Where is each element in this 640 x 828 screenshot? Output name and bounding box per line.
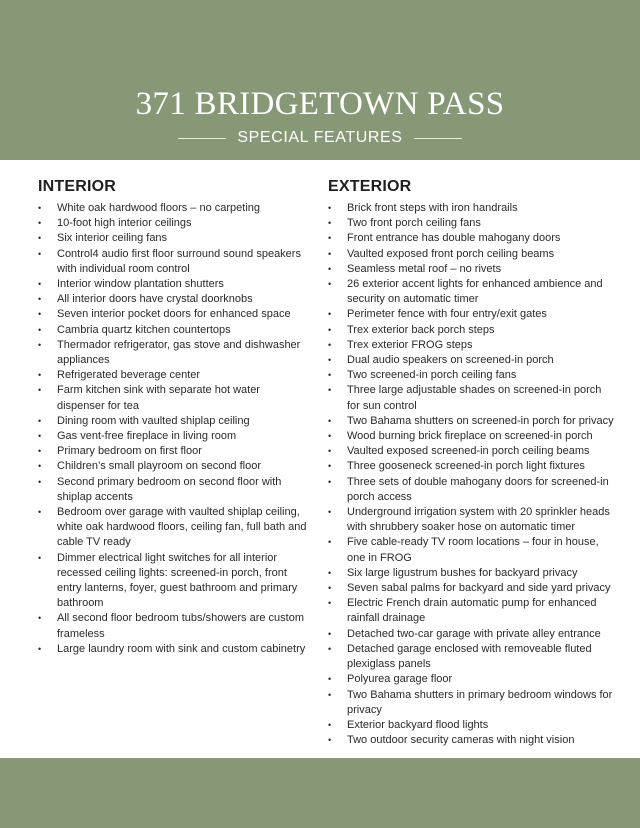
- subtitle-row: [0, 128, 640, 148]
- exterior-feature-item: • Five cable-ready TV room locations – four in house, one in FROG: [328, 535, 614, 565]
- interior-feature-list: [38, 201, 310, 657]
- footer-band: [0, 758, 640, 828]
- exterior-feature-item: • Detached garage enclosed with removeable fluted plexiglass panels: [328, 642, 614, 672]
- exterior-feature-item: • Electric French drain automatic pump for enhanced rainfall drainage: [328, 596, 614, 626]
- exterior-feature-item: • Wood burning brick fireplace on screened-in porch: [328, 429, 614, 444]
- exterior-feature-item: • Vaulted exposed screened-in porch ceiling beams: [328, 444, 614, 459]
- exterior-feature-item: • Two screened-in porch ceiling fans: [328, 368, 614, 383]
- exterior-feature-item: • Seamless metal roof – no rivets: [328, 262, 614, 277]
- interior-feature-item: • Control4 audio first floor surround sound speakers with individual room control: [38, 247, 310, 277]
- subtitle-right-rule: [414, 138, 462, 139]
- interior-feature-item: • Large laundry room with sink and custom cabinetry: [38, 642, 310, 657]
- interior-feature-item: • Second primary bedroom on second floor with shiplap accents: [38, 475, 310, 505]
- exterior-feature-item: • Detached two-car garage with private alley entrance: [328, 627, 614, 642]
- exterior-feature-item: • Exterior backyard flood lights: [328, 718, 614, 733]
- interior-feature-item: • Primary bedroom on first floor: [38, 444, 310, 459]
- interior-heading: INTERIOR: [38, 178, 117, 195]
- interior-feature-item: • Bedroom over garage with vaulted shiplap ceiling, white oak hardwood floors, ceiling fan, full bath and cable TV ready: [38, 505, 310, 551]
- interior-feature-item: • Children’s small playroom on second floor: [38, 459, 310, 474]
- subtitle-left-rule: [178, 138, 226, 139]
- exterior-feature-item: • Two Bahama shutters in primary bedroom windows for privacy: [328, 688, 614, 718]
- interior-feature-item: • Cambria quartz kitchen countertops: [38, 323, 310, 338]
- header-banner: [0, 0, 640, 160]
- exterior-feature-list: [328, 201, 614, 748]
- exterior-feature-item: • Vaulted exposed front porch ceiling beams: [328, 247, 614, 262]
- exterior-feature-item: • Brick front steps with iron handrails: [328, 201, 614, 216]
- exterior-feature-item: • Three gooseneck screened-in porch light fixtures: [328, 459, 614, 474]
- interior-feature-item: • Refrigerated beverage center: [38, 368, 310, 383]
- interior-feature-item: • Farm kitchen sink with separate hot water dispenser for tea: [38, 383, 310, 413]
- interior-feature-item: • Thermador refrigerator, gas stove and dishwasher appliances: [38, 338, 310, 368]
- interior-feature-item: • Dimmer electrical light switches for all interior recessed ceiling lights: screened-in porch, front entry lanterns, foyer, guest bathroom and primary bathroom: [38, 551, 310, 612]
- exterior-feature-item: • Two front porch ceiling fans: [328, 216, 614, 231]
- exterior-feature-item: • Front entrance has double mahogany doors: [328, 231, 614, 246]
- page-subtitle: SPECIAL FEATURES: [237, 129, 403, 146]
- exterior-feature-item: • Dual audio speakers on screened-in porch: [328, 353, 614, 368]
- exterior-feature-item: • 26 exterior accent lights for enhanced ambience and security on automatic timer: [328, 277, 614, 307]
- page-title: 371 BRIDGETOWN PASS: [135, 86, 505, 122]
- interior-feature-item: • 10-foot high interior ceilings: [38, 216, 310, 231]
- exterior-feature-item: • Trex exterior back porch steps: [328, 323, 614, 338]
- exterior-feature-item: • Two Bahama shutters on screened-in porch for privacy: [328, 414, 614, 429]
- exterior-feature-item: • Six large ligustrum bushes for backyard privacy: [328, 566, 614, 581]
- exterior-section: [328, 178, 614, 748]
- interior-feature-item: • All second floor bedroom tubs/showers are custom frameless: [38, 611, 310, 641]
- interior-feature-item: • Dining room with vaulted shiplap ceiling: [38, 414, 310, 429]
- interior-section: [38, 178, 310, 657]
- exterior-feature-item: • Underground irrigation system with 20 sprinkler heads with shrubbery soaker hose on automatic timer: [328, 505, 614, 535]
- exterior-feature-item: • Perimeter fence with four entry/exit gates: [328, 307, 614, 322]
- interior-feature-item: • All interior doors have crystal doorknobs: [38, 292, 310, 307]
- exterior-feature-item: • Three sets of double mahogany doors for screened-in porch access: [328, 475, 614, 505]
- interior-feature-item: • Six interior ceiling fans: [38, 231, 310, 246]
- interior-feature-item: • Seven interior pocket doors for enhanced space: [38, 307, 310, 322]
- interior-feature-item: • Interior window plantation shutters: [38, 277, 310, 292]
- exterior-feature-item: • Trex exterior FROG steps: [328, 338, 614, 353]
- exterior-feature-item: • Polyurea garage floor: [328, 672, 614, 687]
- interior-feature-item: • Gas vent-free fireplace in living room: [38, 429, 310, 444]
- exterior-feature-item: • Two outdoor security cameras with night vision: [328, 733, 614, 748]
- exterior-feature-item: • Seven sabal palms for backyard and side yard privacy: [328, 581, 614, 596]
- exterior-feature-item: • Three large adjustable shades on screened-in porch for sun control: [328, 383, 614, 413]
- exterior-heading: EXTERIOR: [328, 178, 412, 195]
- interior-feature-item: • White oak hardwood floors – no carpeting: [38, 201, 310, 216]
